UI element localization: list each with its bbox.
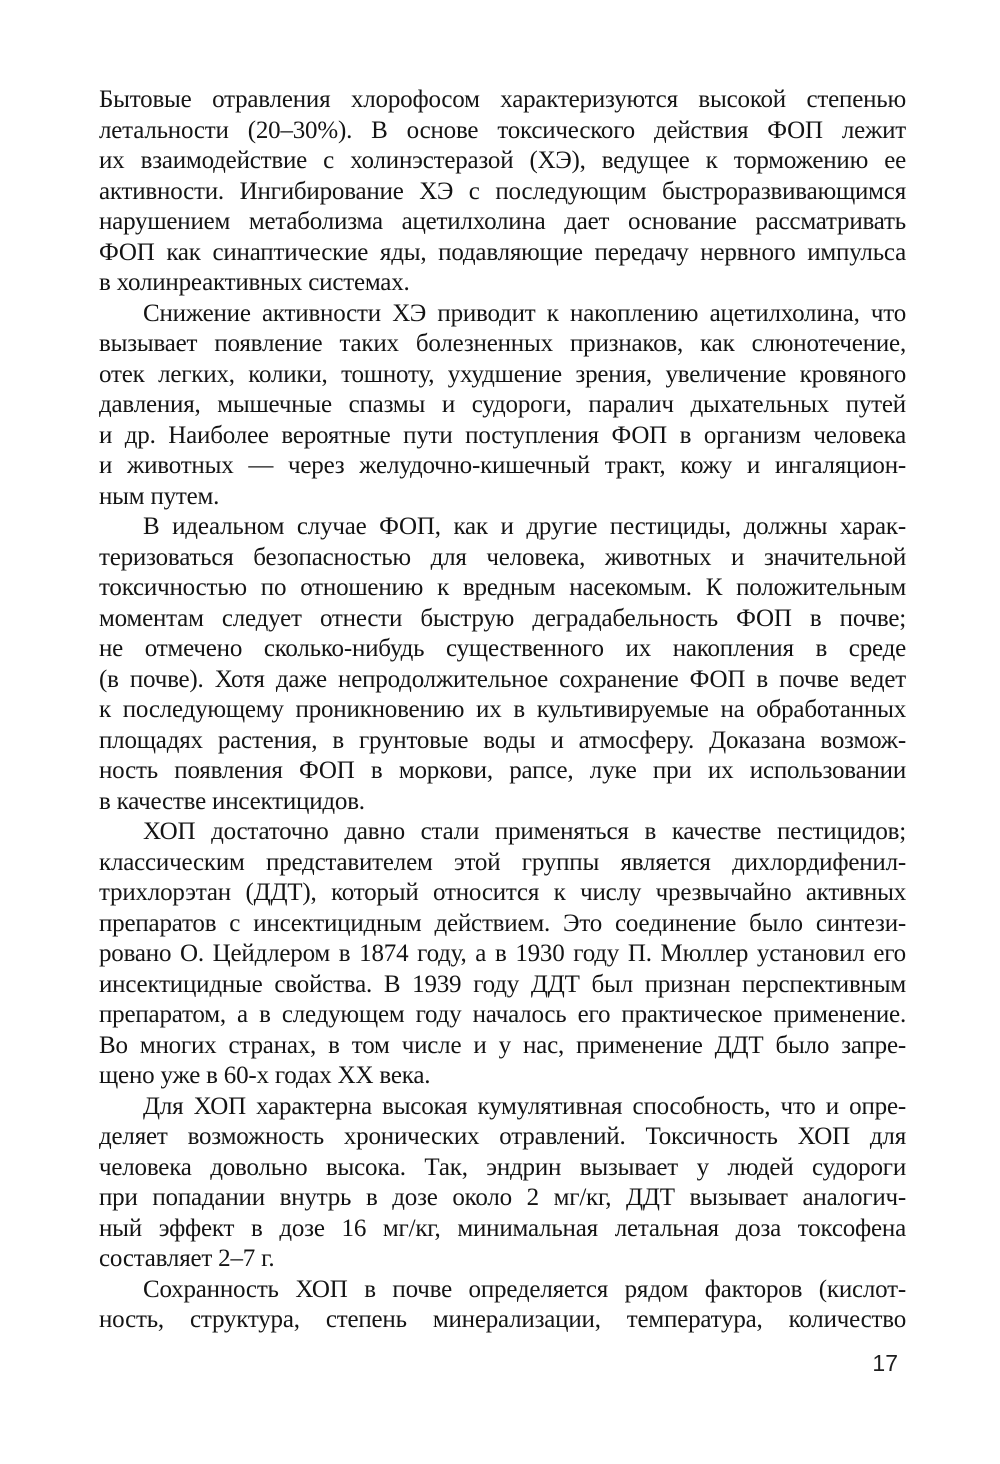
text-line: активности. Ингибирование ХЭ с последующим быстроразвивающимся — [99, 177, 906, 205]
text-line: и животных — через желудочно-кишечный тракт, кожу и ингаляцион- — [99, 452, 906, 479]
text-line: составляет 2–7 г. — [99, 1245, 275, 1272]
text-line: нарушением метаболизма ацетилхолина дает основание рассматривать — [99, 208, 906, 235]
text-line: В идеальном случае ФОП, как и другие пестициды, должны харак- — [143, 513, 906, 540]
text-line: классическим представителем этой группы является дихлордифенил- — [99, 848, 906, 876]
text-line: при попадании внутрь в дозе около 2 мг/кг, ДДТ вызывает аналогич- — [99, 1184, 906, 1211]
text-line: и др. Наиболее вероятные пути поступления ФОП в организм человека — [99, 421, 906, 449]
text-line: вызывает появление таких болезненных признаков, как слюнотечение, — [99, 330, 906, 357]
paragraph — [99, 1092, 906, 1275]
text-line: ность появления ФОП в моркови, рапсе, луке при их использовании — [99, 757, 906, 784]
text-line: к последующему проникновению их в культивируемые на обработанных — [99, 696, 906, 723]
text-line: в качестве инсектицидов. — [99, 787, 365, 815]
text-line: препаратов с инсектицидным действием. Это соединение было синтези- — [99, 909, 906, 937]
text-line: токсичностью по отношению к вредным насекомым. К положительным — [99, 574, 906, 601]
text-line: ный эффект в дозе 16 мг/кг, минимальная летальная доза токсофена — [99, 1214, 906, 1242]
text-line: ровано О. Цейдлером в 1874 году, а в 1930 году П. Мюллер установил его — [99, 940, 906, 967]
text-line: в холинреактивных системах. — [99, 269, 410, 296]
text-line: деляет возможность хронических отравлений. Токсичность ХОП для — [99, 1123, 906, 1150]
text-line: ФОП как синаптические яды, подавляющие передачу нервного импульса — [99, 238, 906, 266]
text-line: инсектицидные свойства. В 1939 году ДДТ был признан перспективным — [99, 970, 906, 998]
text-line: летальности (20–30%). В основе токсического действия ФОП лежит — [99, 116, 906, 144]
page-number: 17 — [872, 1350, 898, 1376]
text-line: ХОП достаточно давно стали применяться в качестве пестицидов; — [143, 818, 906, 845]
text-line: щено уже в 60-х годах XX века. — [99, 1062, 431, 1089]
text-line: Сохранность ХОП в почве определяется рядом факторов (кислот- — [143, 1275, 906, 1303]
text-line: человека довольно высока. Так, эндрин вызывает у людей судороги — [99, 1153, 906, 1181]
text-line: теризоваться безопасностью для человека, животных и значительной — [99, 543, 906, 571]
text-line: трихлорэтан (ДДТ), который относится к числу чрезвычайно активных — [99, 879, 906, 906]
text-line: Во многих странах, в том числе и у нас, применение ДДТ было запре- — [99, 1031, 906, 1059]
text-line: Снижение активности ХЭ приводит к накоплению ацетилхолина, что — [143, 299, 906, 327]
text-line: площадях растения, в грунтовые воды и атмосферу. Доказана возмож- — [99, 726, 906, 754]
text-line: (в почве). Хотя даже непродолжительное сохранение ФОП в почве ведет — [99, 665, 906, 693]
text-line: их взаимодействие с холинэстеразой (ХЭ), ведущее к торможению ее — [99, 147, 906, 174]
text-line: ным путем. — [99, 482, 220, 510]
paragraph — [99, 85, 906, 299]
paragraph — [99, 1275, 906, 1336]
text-line: моментам следует отнести быструю деградабельность ФОП в почве; — [99, 604, 906, 632]
text-line: отек легких, колики, тошноту, ухудшение зрения, увеличение кровяного — [99, 360, 906, 388]
page-text-block — [99, 85, 906, 1336]
text-line: препаратом, а в следующем году началось его практическое применение. — [99, 1001, 906, 1028]
paragraph — [99, 299, 906, 513]
paragraph — [99, 817, 906, 1092]
paragraph — [99, 512, 906, 817]
text-line: Бытовые отравления хлорофосом характеризуются высокой степенью — [99, 86, 906, 113]
text-line: не отмечено сколько-нибудь существенного их накопления в среде — [99, 635, 906, 662]
text-line: ность, структура, степень минерализации, температура, количество — [99, 1306, 906, 1333]
text-line: Для ХОП характерна высокая кумулятивная способность, что и опре- — [143, 1092, 906, 1120]
text-line: давления, мышечные спазмы и судороги, паралич дыхательных путей — [99, 391, 906, 418]
